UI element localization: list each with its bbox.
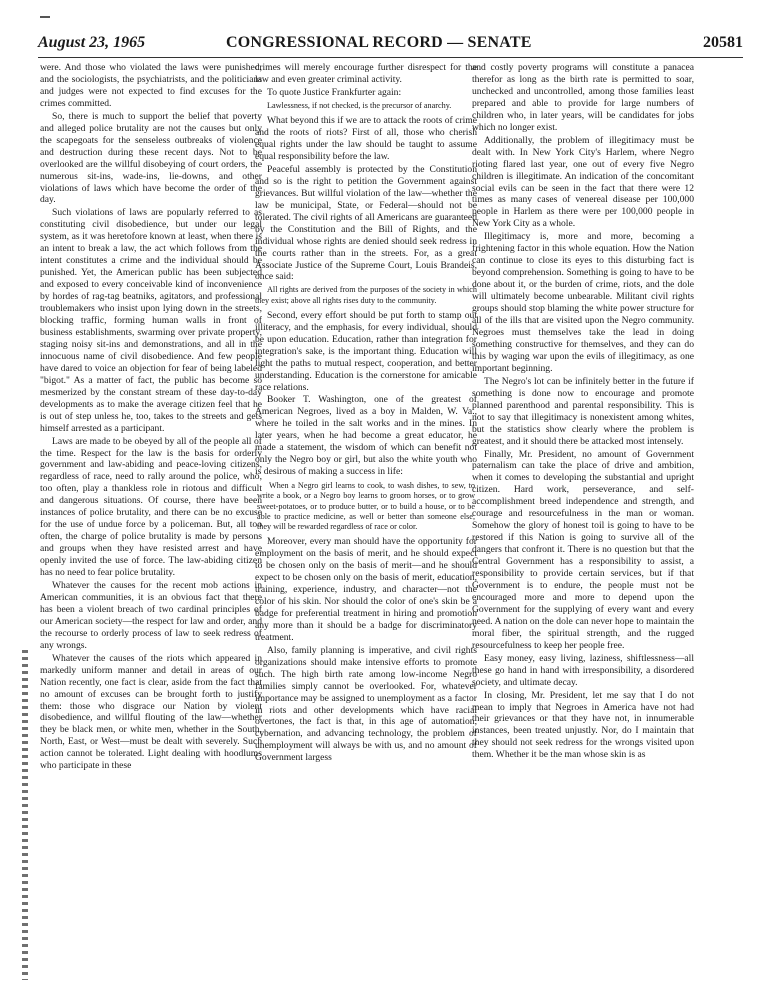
paragraph: Second, every effort should be put forth to stamp out illiteracy, and the emphasis, for every individual, should be upon education. Education, rather than integration for integration's sake, is the important thing. Education will light the paths to mutual respect, cooperation, and better understanding. Education is the cornerstone for amicable race relations. bbox=[255, 309, 477, 393]
header-title: CONGRESSIONAL RECORD — SENATE bbox=[226, 34, 532, 51]
page-corner-mark bbox=[40, 16, 50, 22]
paragraph: To quote Justice Frankfurter again: bbox=[267, 86, 402, 98]
paragraph: Easy money, easy living, laziness, shiftlessness—all these go hand in hand with irresponsibility, a disordered society, and ultimate decay. bbox=[472, 652, 694, 688]
text-column-1 bbox=[40, 62, 262, 982]
paragraph: Such violations of laws are popularly referred to as constituting civil disobedience, but under our legal system, as it was heretofore known at least, when there is an intent to break a law, the act which follows from the intent constitutes a crime and the individual should be punished. Yet, the American public has been subjected and exposed to every conceivable kind of inconvenience by hordes of rag-tag beatniks, agitators, and professional troublemakers who insist upon lying down in the streets, blocking traffic, forming human walls in front of business establishments, swarming over private property, staging noisy sit-ins and demonstrations, and all in the innocuous name of civil disobedience. And few people have dared to voice an objection for fear of being labeled "bigot." As a matter of fact, the public has become so mesmerized by the constant stream of these day-to-day developments as to make the average citizen feel that he is out of step unless he, too, takes to the streets and gets himself arrested as a participant. bbox=[40, 207, 262, 434]
paragraph: Laws are made to be obeyed by all of the people all of the time. Respect for the law is the basis for orderly government and law-abiding and peace-loving citizens, regardless of race, need to rally around the police, who, too often, play a thankless role in riotous and difficult and dangerous situations. Of course, there have been instances of police brutality, and there can be no excuse for the use of undue force by a policeman. But, all too often, the charge of police brutality is made by persons and groups when they have resisted arrest and have openly invited the use of force. The law-abiding citizen has no need to fear police brutality. bbox=[40, 435, 262, 579]
paragraph: and costly poverty programs will constitute a panacea therefor as long as the birth rate is permitted to soar, unchecked and uncontrolled, among those families least prepared and able to provide for large numbers of children who, in later years, will be candidates for jobs which no longer exist. bbox=[472, 62, 694, 133]
paragraph: Peaceful assembly is protected by the Constitution and so is the right to petition the Government against grievances. But willful violation of the law—whether the law be municipal, State, or Federal—should not be tolerated. The civil rights of all Americans are guaranteed by the Constitution and the Bill of Rights, and the individual whose rights are denied should seek redress in the courts rather than in the streets. For, as a great Associate Justice of the Supreme Court, Louis Brandeis, once said: bbox=[255, 163, 477, 283]
paragraph: Additionally, the problem of illegitimacy must be dealt with. In New York City's Harlem, where Negro rioting flared last year, one out of every five Negro children is illegitimate. An indication of the concomitant social evils can be seen in the fact that there were 12 times as many cases of venereal disease per 100,000 people in Harlem as there were per 100,000 people in New York City as a whole. bbox=[472, 134, 694, 230]
paragraph: Also, family planning is imperative, and civil rights organizations should make intensive efforts to promote such. The high birth rate among low-income Negro families simply cannot be overlooked. For, whatever importance may be assigned to unemployment as a factor in riots and other developments which have racial overtones, the fact is that, in this age of automation, cybernation, and advancing technology, the problem of unemployment will always be with us, and no amount of Government largess bbox=[255, 644, 477, 764]
page-header bbox=[38, 34, 743, 56]
paragraph: The Negro's lot can be infinitely better in the future if something is done now to encourage and promote planned parenthood and parental responsibility. This is not to say that illegitimacy is nonexistent among whites, but the statistics show clearly where the problem is greatest, and it should there be attacked most intensely. bbox=[472, 375, 694, 447]
paragraph: Illegitimacy is, more and more, becoming a frightening factor in this whole equation. How the Nation can continue to close its eyes to this disturbing fact is beyond comprehension. Something is going to have to be done about it, or the burden of crime, riots, and the dole will ultimately become unbearable. Militant civil rights groups should stop blaming the white power structure for all of the ills that are visited upon the Negro community. Negroes must themselves take the lead in doing something constructive for themselves, and they can do this by waging war upon the evils of illegitimacy, as one important beginning. bbox=[472, 231, 694, 374]
paragraph: So, there is much to support the belief that poverty and alleged police brutality are not the causes but only the scapegoats for the senseless outbreaks of violence and destruction during these recent days. Not to be overlooked are the willful disobeying of court orders, the numerous sit-ins, wade-ins, lie-downs, and other violations of laws which have become the order of the day. bbox=[40, 110, 262, 206]
paragraph: Booker T. Washington, one of the greatest of American Negroes, lived as a boy in Malden, W. Va., where he toiled in the salt works and in the mines. In later years, when he had become a great educator, he made a statement, the wisdom of which can benefit not only the Negro boy or girl, but also the white youth who is desirous of making a success in life: bbox=[255, 394, 477, 478]
paragraph: In closing, Mr. President, let me say that I do not mean to imply that Negroes in America have not had their grievances or that they have not, in innumerable instances, been treated unjustly. Nor, do I maintain that they should not seek redress for the wrongs visited upon them. Whether it be the man whose skin is as bbox=[472, 689, 694, 761]
quotation: Lawlessness, if not checked, is the precursor of anarchy. bbox=[267, 100, 452, 110]
paragraph: What beyond this if we are to attack the roots of crime and the roots of riots? First of all, those who cherish equal rights under the law should be taught to assume equal responsibility before the law. bbox=[255, 115, 477, 162]
header-date: August 23, 1965 bbox=[38, 34, 146, 51]
header-rule bbox=[38, 57, 743, 58]
paragraph: Moreover, every man should have the opportunity for employment on the basis of merit, and he should expect to be chosen only on the basis of merit—and he should expect to be chosen only on the basis of merit, education, training, experience, industry, and character—not the color of his skin. Nor should the color of one's skin be a badge for preferential treatment in hiring and promotion any more than it should be a badge for discriminatory treatment. bbox=[255, 536, 477, 643]
quotation: All rights are derived from the purposes of the society in which they exist; above all rights rises duty to the community. bbox=[255, 285, 477, 305]
paragraph: Finally, Mr. President, no amount of Government paternalism can take the place of drive and ambition, when it comes to developing the substantial and upright citizen. Hard work, perseverance, and self-accomplishment breed independence and strength, and courage and resourcefulness in the man or woman. Somehow the glory of honest toil is going to have to be restored if this Nation is going to survive all of the dangers that confront it. There is no question but that the Central Government has a responsibility to assist, a responsibility to provide certain services, but if that Government is to endure, the people must not be encouraged more and more to depend upon the Government for the supplying of every want and every need. A nation on the dole can never hope to maintain the moral fiber, the spiritual strength, and the rugged resourcefulness to keep her people free. bbox=[472, 448, 694, 651]
paragraph: Whatever the causes for the recent mob actions in American communities, it is an obvious fact that there has been a violent breach of two cardinal principles of our American society—the respect for law and order, and the recourse to orderly process of law to seek redress of any wrongs. bbox=[40, 579, 262, 651]
quotation: When a Negro girl learns to cook, to wash dishes, to sew, to write a book, or a Negro boy learns to groom horses, or to grow sweet-potatoes, or to produce butter, or to build a house, or to be able to practice medicine, as well or better than someone else, they will be rewarded regardless of race or color. bbox=[257, 481, 475, 531]
text-column-3 bbox=[472, 62, 694, 982]
header-page-number: 20581 bbox=[703, 34, 743, 51]
paragraph: crimes will merely encourage further disrespect for the law and even greater criminal activity. bbox=[255, 62, 477, 85]
paragraph: were. And those who violated the laws were punished, and the sociologists, the psychiatrists, and the politicians and judges were not expected to find excuses for the crimes committed. bbox=[40, 62, 262, 109]
paragraph: Whatever the causes of the riots which appeared in markedly uniform manner and detail in areas of our Nation recently, one fact is clear, aside from the fact that no amount of excuses can be brought forth to justify them: those who disgrace our Nation by violent disobedience, and willful flouting of the law—whether they be black men, or white men, whether in the South, North, East, or West—must be dealt with severely. Such action cannot be tolerated. Light dealing with hoodlums who participate in these bbox=[40, 652, 262, 772]
scan-binding-edge bbox=[22, 650, 28, 980]
text-column-2 bbox=[255, 62, 477, 982]
